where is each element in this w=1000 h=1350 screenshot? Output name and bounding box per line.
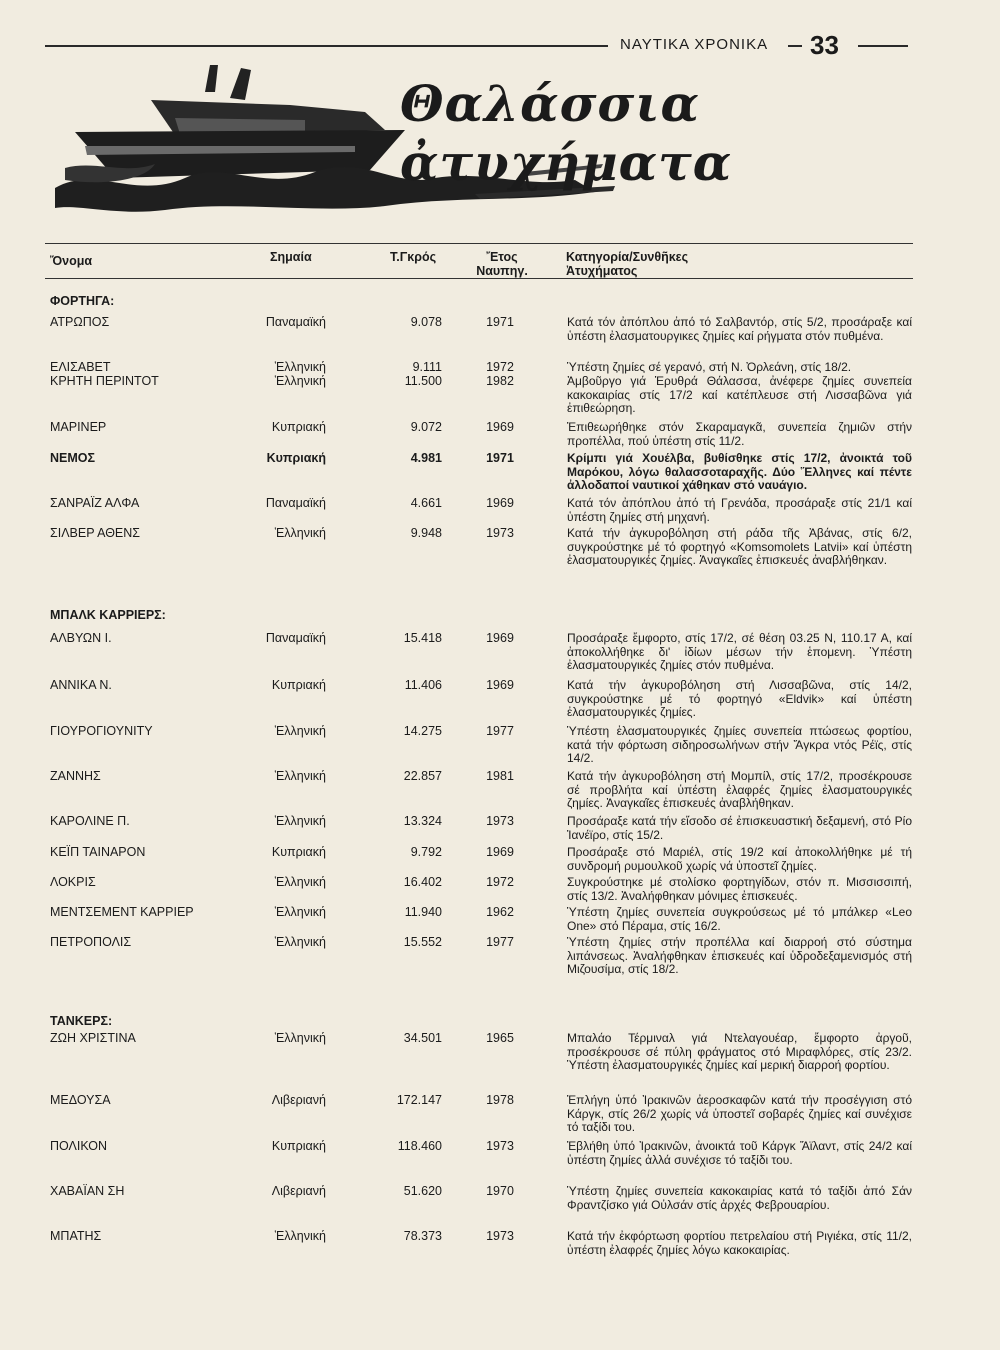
ship-grt: 4.661 bbox=[410, 496, 442, 510]
ship-name: ΓΙΟΥΡΟΓΙΟΥΝΙΤΥ bbox=[50, 724, 153, 738]
ship-year: 1977 bbox=[486, 724, 514, 738]
ship-grt: 22.857 bbox=[403, 769, 442, 783]
ship-flag: Ἑλληνική bbox=[274, 1031, 326, 1045]
ship-year: 1971 bbox=[486, 315, 514, 329]
ship-year: 1973 bbox=[486, 814, 514, 828]
ship-flag: Κυπριακή bbox=[266, 451, 326, 465]
ship-year: 1972 bbox=[486, 875, 514, 889]
accident-details: Συγκρούστηκε μέ στολίσκο φορτηγίδων, στόν π. Μισσισσιπή, στίς 13/2. Ἀναλήφθηκαν μόνιμες ἐπισκευές. bbox=[567, 875, 912, 903]
category-title: ΜΠΑΛΚ ΚΑΡΡΙΕΡΣ: bbox=[50, 608, 166, 622]
ship-grt: 14.275 bbox=[403, 724, 442, 738]
accident-details: Κατά τήν ἀγκυροβόληση στή Λισσαβῶνα, στίς 14/2, συγκρούστηκε μέ τό φορτηγό «Eldvik» καί ὑπέστη ἐλασματουργικές ζημίες. bbox=[567, 678, 912, 720]
page-number: 33 bbox=[810, 30, 839, 60]
accident-details: Ὑπέστη ἐλασματουργικές ζημίες συνεπεία πτώσεως φορτίου, κατά τήν φόρτωση σιδηροσωλήνων στήν Ἄγκρα ντός Ρέϊς, στίς 14/2. bbox=[567, 724, 912, 766]
ship-year: 1969 bbox=[486, 678, 514, 692]
accident-details: Ἐβλήθη ὑπό Ἰρακινῶν, ἀνοικτά τοῦ Κάργκ Ἄϊλαντ, στίς 24/2 καί ὑπέστη ζημίες ἀλλά συνέχισε τό ταξίδι του. bbox=[567, 1139, 912, 1167]
accident-details: Κατά τήν ἀγκυροβόληση στή ράδα τῆς Ἀβάνας, στίς 6/2, συγκρούστηκε μέ τό φορτηγό «Komsomolets Latvii» καί ὑπέστη ἐλασματουργικές ζημίες. Ἀναγκαῖες ἐπισκευές ἀναβλήθηκαν. bbox=[567, 526, 912, 568]
ship-year: 1965 bbox=[486, 1031, 514, 1045]
table-row bbox=[0, 678, 1000, 720]
accident-details: Κατά τήν ἐκφόρτωση φορτίου πετρελαίου στή Ριγιέκα, στίς 11/2, ὑπέστη ἐλαφρές ζημίες λόγω κακοκαιρίας. bbox=[567, 1229, 912, 1257]
ship-grt: 51.620 bbox=[403, 1184, 442, 1198]
ship-name: ΚΡΗΤΗ ΠΕΡΙΝΤΟΤ bbox=[50, 374, 159, 388]
table-row bbox=[0, 845, 1000, 873]
ship-flag: Παναμαϊκή bbox=[265, 496, 326, 510]
ship-flag: Παναμαϊκή bbox=[265, 315, 326, 329]
ship-name: ΝΕΜΟΣ bbox=[50, 451, 96, 465]
ship-year: 1962 bbox=[486, 905, 514, 919]
accident-details: Ὑπέστη ζημίες συνεπεία συγκρούσεως μέ τό μπάλκερ «Leo One» στό Πέραμα, στίς 16/2. bbox=[567, 905, 912, 933]
ship-grt: 15.418 bbox=[403, 631, 442, 645]
table-row bbox=[0, 1139, 1000, 1167]
table-row bbox=[0, 420, 1000, 448]
ship-grt: 16.402 bbox=[403, 875, 442, 889]
ship-year: 1969 bbox=[486, 845, 514, 859]
col-head-name: Ὄνομα bbox=[50, 254, 93, 268]
ship-year: 1973 bbox=[486, 526, 514, 540]
col-head-details: Κατηγορία/Συνθῆκες Ἀτυχήματος bbox=[566, 250, 689, 278]
table-row bbox=[0, 315, 1000, 343]
header-rule-right bbox=[858, 45, 908, 47]
category-title: ΦΟΡΤΗΓΑ: bbox=[50, 294, 115, 308]
ship-flag: Ἑλληνική bbox=[274, 875, 326, 889]
table-row bbox=[0, 769, 1000, 811]
ship-grt: 15.552 bbox=[403, 935, 442, 949]
accident-details: Ἐπιθεωρήθηκε στόν Σκαραμαγκᾶ, συνεπεία ζημιῶν στήν προπέλλα, πού ὑπέστη στίς 11/2. bbox=[567, 420, 912, 448]
accident-details: Κρίμπι γιά Χουέλβα, βυθίσθηκε στίς 17/2, ἀνοικτά τοῦ Μαρόκου, λόγω θαλασσοταραχῆς. Δύο Ἕλληνες καί πέντε ἀλλοδαποί ναυτικοί χάθηκαν στό ναυάγιο. bbox=[567, 451, 912, 493]
table-row bbox=[0, 374, 1000, 416]
table-row bbox=[0, 526, 1000, 568]
ship-name: ΜΕΔΟΥΣΑ bbox=[50, 1093, 111, 1107]
ship-name: ΑΤΡΩΠΟΣ bbox=[50, 315, 110, 329]
ship-grt: 172.147 bbox=[396, 1093, 442, 1107]
ship-grt: 9.072 bbox=[410, 420, 442, 434]
table-row bbox=[0, 905, 1000, 933]
accident-details: Προσάραξε ἔμφορτο, στίς 17/2, σέ θέση 03.25 Ν, 110.17 Α, καί ἀποκολλήθηκε δι' ἰδίων μέσων τήν ἑπομενη. Ὑπέστη ἐλασματουργικές ζημίες στόν πυθμένα. bbox=[567, 631, 912, 673]
ship-grt: 13.324 bbox=[403, 814, 442, 828]
accident-details: Προσάραξε κατά τήν εἴσοδο σέ ἐπισκευαστική δεξαμενή, στό Ρίο Ἰανέϊρο, στίς 15/2. bbox=[567, 814, 912, 842]
accident-details: Μπαλάο Τέρμιναλ γιά Ντελαγουέαρ, ἔμφορτο ἀργοῦ, προσέκρουσε σέ πύλη φράγματος στό Μιραφλόρες, στίς 23/2. Ὑπέστη ἐλασματουργικές ζημίες καί μερική διαρροή φορτίου. bbox=[567, 1031, 912, 1073]
ship-flag: Ἑλληνική bbox=[274, 374, 326, 388]
ship-name: ΑΝΝΙΚΑ Ν. bbox=[50, 678, 112, 692]
ship-grt: 9.948 bbox=[410, 526, 442, 540]
accident-details: Ἐπλήγη ὑπό Ἰρακινῶν ἀεροσκαφῶν κατά τήν προσέγγιση στό Κάργκ, στίς 26/2 χωρίς νά ὑποστεῖ σοβαρές ζημίες καί συνέχισε τό ταξίδι του. bbox=[567, 1093, 912, 1135]
ship-flag: Ἑλληνική bbox=[274, 526, 326, 540]
ship-year: 1982 bbox=[486, 374, 514, 388]
table-row bbox=[0, 1031, 1000, 1073]
accident-details: Προσάραξε στό Μαριέλ, στίς 19/2 καί ἀποκολλήθηκε μέ τή συνδρομή ρυμουλκοῦ χωρίς νά ὑποστεῖ ζημίες. bbox=[567, 845, 912, 873]
ship-year: 1972 bbox=[486, 360, 514, 374]
col-head-year: Ἔτος Ναυπηγ. bbox=[476, 250, 528, 278]
ship-year: 1978 bbox=[486, 1093, 514, 1107]
table-row bbox=[0, 631, 1000, 673]
accident-details: Ἀμβοῦργο γιά Ἐρυθρά Θάλασσα, ἀνέφερε ζημίες συνεπεία κακοκαιρίας στίς 17/2 καί κατέπλευσε στή Λισσαβῶνα γιά ἐπιθεώρηση. bbox=[567, 374, 912, 416]
ship-name: ΚΕΪΠ ΤΑΙΝΑΡΟΝ bbox=[50, 845, 146, 859]
ship-grt: 9.792 bbox=[410, 845, 442, 859]
ship-grt: 11.500 bbox=[404, 374, 442, 388]
ship-grt: 118.460 bbox=[397, 1139, 442, 1153]
accident-details: Κατά τόν ἀπόπλου ἀπό τό Σαλβαντόρ, στίς 5/2, προσάραξε καί ὑπέστη ἐλασματουργικες ζημίες καί ρήγματα στόν πυθμένα. bbox=[567, 315, 912, 343]
ship-name: ΧΑΒΑΪΑΝ ΣΗ bbox=[50, 1184, 125, 1198]
ship-flag: Ἑλληνική bbox=[274, 1229, 326, 1243]
ship-name: ΠΟΛΙΚΟΝ bbox=[50, 1139, 108, 1153]
table-row bbox=[0, 496, 1000, 524]
table-row bbox=[0, 1093, 1000, 1135]
ship-flag: Ἑλληνική bbox=[274, 769, 326, 783]
ship-flag: Κυπριακή bbox=[271, 678, 326, 692]
table-row bbox=[0, 935, 1000, 977]
ship-flag: Λιβεριανή bbox=[271, 1093, 326, 1107]
ship-name: ΕΛΙΣΑΒΕΤ bbox=[50, 360, 111, 374]
col-head-flag: Σημαία bbox=[270, 250, 312, 264]
ship-grt: 78.373 bbox=[403, 1229, 442, 1243]
ship-year: 1973 bbox=[486, 1139, 514, 1153]
ship-year: 1969 bbox=[486, 420, 514, 434]
ship-name: ΖΑΝΝΗΣ bbox=[50, 769, 101, 783]
ship-grt: 9.111 bbox=[412, 360, 442, 374]
ship-flag: Κυπριακή bbox=[271, 845, 326, 859]
ship-flag: Λιβεριανή bbox=[271, 1184, 326, 1198]
ship-year: 1973 bbox=[486, 1229, 514, 1243]
table-header-rule bbox=[45, 278, 913, 279]
ship-name: ΜΠΑΤΗΣ bbox=[50, 1229, 102, 1243]
ship-year: 1969 bbox=[486, 496, 514, 510]
ship-flag: Ἑλληνική bbox=[274, 360, 326, 374]
table-row bbox=[0, 814, 1000, 842]
ship-name: ΖΩΗ ΧΡΙΣΤΙΝΑ bbox=[50, 1031, 136, 1045]
ship-grt: 11.940 bbox=[404, 905, 442, 919]
accident-details: Ὑπέστη ζημίες συνεπεία κακοκαιρίας κατά τό ταξίδι ἀπό Σάν Φραντζίσκο γιά Οὐλσάν στίς ἀρχές Φεβρουαρίου. bbox=[567, 1184, 912, 1212]
ship-flag: Ἑλληνική bbox=[274, 905, 326, 919]
ship-year: 1969 bbox=[486, 631, 514, 645]
table-row bbox=[0, 875, 1000, 903]
accident-details: Ὑπέστη ζημίες σέ γερανό, στή Ν. Ὀρλεάνη, στίς 18/2. bbox=[567, 360, 852, 374]
accident-details: Ὑπέστη ζημίες στήν προπέλλα καί διαρροή στό σύστημα λιπάνσεως. Ἀναλήφθηκαν ἐπισκευές καί ὑδροδεξαμενισμός στή Μιζουσίμα, στίς 18/2. bbox=[567, 935, 912, 977]
header-rule-left bbox=[45, 45, 608, 47]
magazine-title: ΝΑΥΤΙΚΑ ΧΡΟΝΙΚΑ bbox=[620, 36, 769, 53]
ship-name: ΑΛΒΥΩΝ Ι. bbox=[50, 631, 112, 645]
ship-name: ΜΑΡΙΝΕΡ bbox=[50, 420, 107, 434]
ship-year: 1971 bbox=[486, 451, 514, 465]
ship-name: ΠΕΤΡΟΠΟΛΙΣ bbox=[50, 935, 132, 949]
ship-grt: 34.501 bbox=[403, 1031, 442, 1045]
section-title: Θαλάσσια ἀτυχήματα bbox=[400, 74, 733, 192]
ship-grt: 9.078 bbox=[410, 315, 442, 329]
ship-year: 1977 bbox=[486, 935, 514, 949]
ship-flag: Ἑλληνική bbox=[274, 724, 326, 738]
table-row bbox=[0, 451, 1000, 493]
table-top-rule bbox=[45, 243, 913, 244]
ship-year: 1981 bbox=[486, 769, 514, 783]
ship-flag: Κυπριακή bbox=[271, 420, 326, 434]
table-row bbox=[0, 1184, 1000, 1212]
ship-name: ΣΑΝΡΑΪΖ ΑΛΦΑ bbox=[50, 496, 140, 510]
ship-year: 1970 bbox=[486, 1184, 514, 1198]
ship-grt: 4.981 bbox=[410, 451, 442, 465]
table-row bbox=[0, 724, 1000, 766]
ship-name: ΜΕΝΤΣΕΜΕΝΤ ΚΑΡΡΙΕΡ bbox=[50, 905, 194, 919]
accident-details: Κατά τήν ἀγκυροβόληση στή Μομπίλ, στίς 17/2, προσέκρουσε σέ προβλήτα καί ὑπέστη ἐλαφρές ζημίες ἐλασματουργικές ζημίες. Ἀναγκαῖες ἐπισκευές ἀναβλήθηκαν. bbox=[567, 769, 912, 811]
category-title: ΤΑΝΚΕΡΣ: bbox=[50, 1014, 113, 1028]
ship-grt: 11.406 bbox=[404, 678, 442, 692]
accident-details: Κατά τόν ἀπόπλου ἀπό τή Γρενάδα, προσάραξε στίς 21/1 καί ὑπέστη ζημίες στή μηχανή. bbox=[567, 496, 912, 524]
ship-name: ΚΑΡΟΛΙΝΕ Π. bbox=[50, 814, 130, 828]
ship-flag: Παναμαϊκή bbox=[265, 631, 326, 645]
ship-flag: Κυπριακή bbox=[271, 1139, 326, 1153]
ship-name: ΣΙΛΒΕΡ ΑΘΕΝΣ bbox=[50, 526, 141, 540]
ship-name: ΛΟΚΡΙΣ bbox=[50, 875, 96, 889]
ship-flag: Ἑλληνική bbox=[274, 935, 326, 949]
ship-flag: Ἑλληνική bbox=[274, 814, 326, 828]
table-row bbox=[0, 1229, 1000, 1257]
col-head-grt: Τ.Γκρός bbox=[390, 250, 437, 264]
header-rule-mid bbox=[788, 45, 802, 47]
